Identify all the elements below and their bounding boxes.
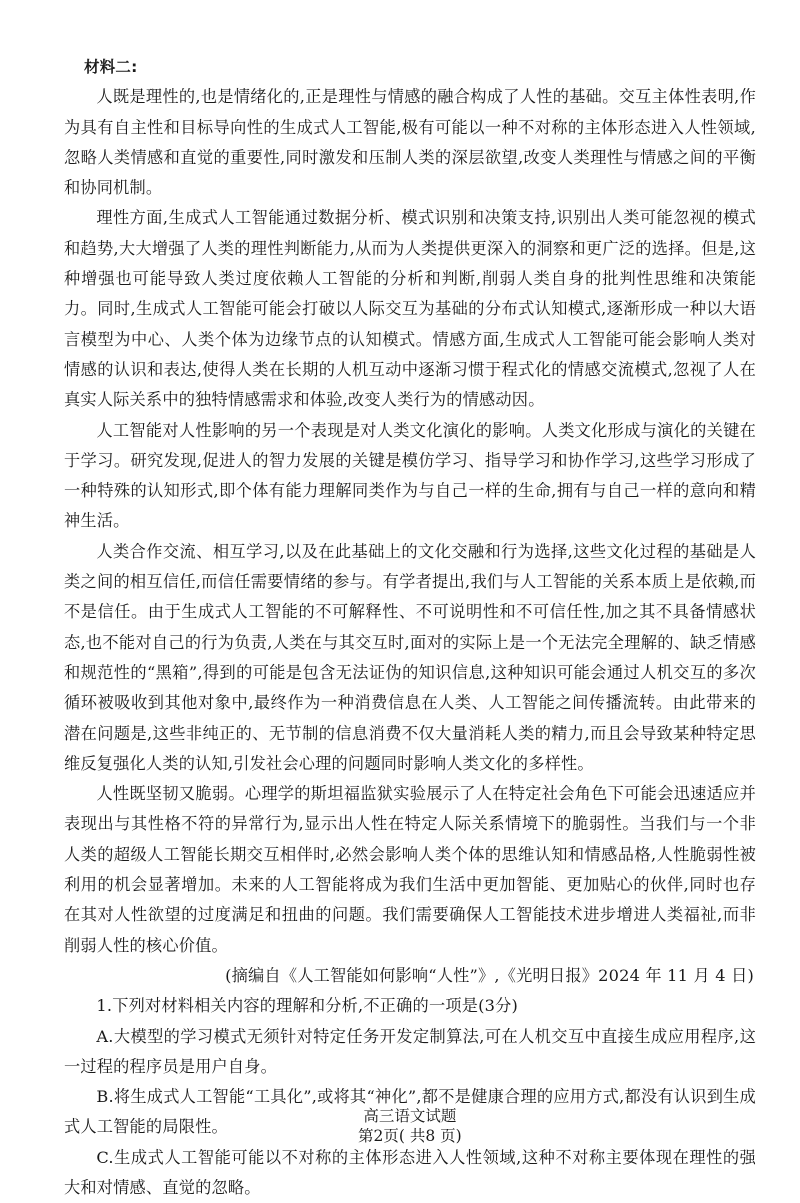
material-paragraph-1: 人既是理性的,也是情绪化的,正是理性与情感的融合构成了人性的基础。交互主体性表明,作为具有自主性和目标导向性的生成式人工智能,极有可能以一种不对称的主体形态进入人性领域,忽略人类情感和直觉的重要性,同时激发和压制人类的深层欲望,改变人类理性与情感之间的平衡和协同机制。 xyxy=(64,87,756,198)
material-paragraph-4: 人类合作交流、相互学习,以及在此基础上的文化交融和行为选择,这些文化过程的基础是人类之间的相互信任,而信任需要情绪的参与。有学者提出,我们与人工智能的关系本质上是依赖,而不是信任。由于生成式人工智能的不可解释性、不可说明性和不可信任性,加之其不具备情感状态,也不能对自己的行为负责,人类在与其交互时,面对的实际上是一个无法完全理解的、缺乏情感和规范性的“黑箱”,得到的可能是包含无法证伪的知识信息,这种知识可能会通过人机交互的多次循环被吸收到其他对象中,最终作为一种消费信息在人类、人工智能之间传播流转。由此带来的潜在问题是,这些非纯正的、无节制的信息消费不仅大量消耗人类的精力,而且会导致某种特定思维反复强化人类的认知,引发社会心理的问题同时影响人类文化的多样性。 xyxy=(64,541,756,773)
material-paragraph-5: 人性既坚韧又脆弱。心理学的斯坦福监狱实验展示了人在特定社会角色下可能会迅速适应并表现出与其性格不符的异常行为,显示出人性在特定人际关系情境下的脆弱性。当我们与一个非人类的超级人工智能长期交互相伴时,必然会影响人类个体的思维认知和情感品格,人性脆弱性被利用的机会显著增加。未来的人工智能将成为我们生活中更加智能、更加贴心的伙伴,同时也存在其对人性欲望的过度满足和扭曲的问题。我们需要确保人工智能技术进步增进人类福祉,而非削弱人性的核心价值。 xyxy=(64,784,756,955)
footer-page-number: 第2页( 共8 页) xyxy=(358,1127,462,1145)
material-source: (摘编自《人工智能如何影响“人性”》,《光明日报》2024 年 11 月 4 日) xyxy=(225,965,754,985)
footer-exam-title: 高三语文试题 xyxy=(363,1107,457,1125)
material-paragraph-2: 理性方面,生成式人工智能通过数据分析、模式识别和决策支持,识别出人类可能忽视的模式和趋势,大大增强了人类的理性判断能力,从而为人类提供更深入的洞察和更广泛的选择。但是,这种增强也可能导致人类过度依赖人工智能的分析和判断,削弱人类自身的批判性思维和决策能力。同时,生成式人工智能可能会打破以人际交互为基础的分布式认知模式,逐渐形成一种以大语言模型为中心、人类个体为边缘节点的认知模式。情感方面,生成式人工智能可能会影响人类对情感的认识和表达,使得人类在长期的人机互动中逐渐习惯于程式化的情感交流模式,忽视了人在真实人际关系中的独特情感需求和体验,改变人类行为的情感动因。 xyxy=(64,208,756,410)
question-stem: 1.下列对材料相关内容的理解和分析,不正确的一项是(3分) xyxy=(96,996,519,1016)
page-footer xyxy=(0,1086,800,1166)
material-paragraph-3: 人工智能对人性影响的另一个表现是对人类文化演化的影响。人类文化形成与演化的关键在于学习。研究发现,促进人的智力发展的关键是模仿学习、指导学习和协作学习,这些学习形成了一种特殊的认知形式,即个体有能力理解同类作为与自己一样的生命,拥有与自己一样的意向和精神生活。 xyxy=(64,420,756,531)
question-option-a: A.大模型的学习模式无须针对特定任务开发定制算法,可在人机交互中直接生成应用程序,这一过程的程序员是用户自身。 xyxy=(64,1026,756,1076)
page-content xyxy=(64,52,756,1203)
material-heading: 材料二: xyxy=(84,58,138,76)
question-option-c: C.生成式人工智能可能以不对称的主体形态进入人性领域,这种不对称主要体现在理性的强大和对情感、直觉的忽略。 xyxy=(64,1147,756,1197)
question-option-b: B.将生成式人工智能“工具化”,或将其“神化”,都不是健康合理的应用方式,都没有认识到生成式人工智能的局限性。 xyxy=(64,1087,756,1137)
